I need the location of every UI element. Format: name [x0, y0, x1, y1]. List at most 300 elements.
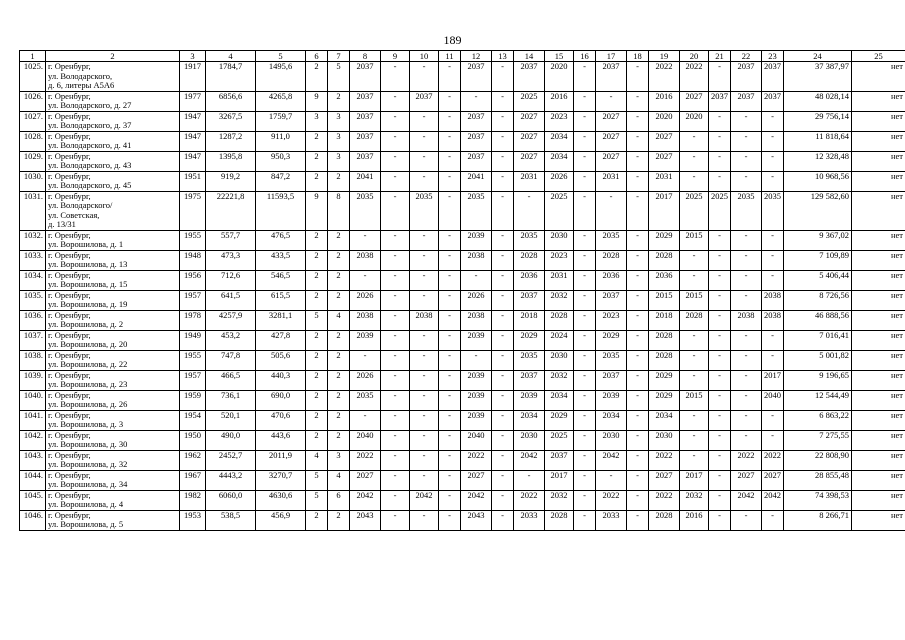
cell-c18: -: [627, 270, 649, 290]
cell-c10: 2038: [410, 310, 439, 330]
cell-c5: 615,5: [256, 290, 306, 310]
cell-c20: 2027: [680, 91, 709, 111]
cell-c25: нет: [852, 470, 905, 490]
cell-c16: -: [574, 91, 596, 111]
cell-c10: -: [410, 370, 439, 390]
cell-c3: 1953: [180, 510, 206, 530]
address-cell: [46, 131, 180, 151]
address-line: г. Оренбург,: [48, 131, 91, 141]
address-line: г. Оренбург,: [48, 91, 91, 101]
cell-c19: 2028: [649, 250, 680, 270]
cell-c15: 2032: [545, 370, 574, 390]
cell-c15: 2020: [545, 62, 574, 92]
row-number: 1030.: [20, 171, 46, 191]
address-line: ул. Ворошилова, д. 4: [48, 499, 124, 509]
address-line: г. Оренбург,: [48, 410, 91, 420]
cell-c13: -: [492, 91, 514, 111]
cell-c17: 2030: [596, 430, 627, 450]
cell-c13: -: [492, 350, 514, 370]
cell-c5: 4630,6: [256, 490, 306, 510]
column-number-20: 20: [680, 51, 709, 62]
cell-c3: 1947: [180, 151, 206, 171]
address-line: ул. Володарского, д. 27: [48, 100, 132, 110]
cell-c17: 2029: [596, 330, 627, 350]
column-number-2: 2: [46, 51, 180, 62]
cell-c8: 2037: [350, 131, 381, 151]
cell-c18: -: [627, 370, 649, 390]
cell-c25: нет: [852, 270, 905, 290]
cell-c6: 2: [306, 171, 328, 191]
cell-c13: -: [492, 151, 514, 171]
table-row: [20, 270, 905, 290]
cell-c8: -: [350, 270, 381, 290]
cell-c6: 2: [306, 151, 328, 171]
cell-c18: -: [627, 91, 649, 111]
cell-c4: 747,8: [206, 350, 256, 370]
address-line: ул. Володарского,: [48, 70, 113, 81]
cell-c21: 2025: [709, 191, 731, 230]
cell-c22: -: [731, 270, 762, 290]
cell-c11: -: [439, 370, 461, 390]
table-row: [20, 131, 905, 151]
cell-c22: -: [731, 510, 762, 530]
cell-c3: 1948: [180, 250, 206, 270]
cell-c15: 2034: [545, 131, 574, 151]
address-cell: [46, 490, 180, 510]
cell-c5: 3281,1: [256, 310, 306, 330]
cell-c21: -: [709, 330, 731, 350]
address-line: г. Оренбург,: [48, 250, 91, 260]
cell-c22: 2022: [731, 450, 762, 470]
cell-c19: 2016: [649, 91, 680, 111]
cell-c20: 2022: [680, 62, 709, 92]
cell-c14: 2025: [514, 91, 545, 111]
cell-c10: -: [410, 410, 439, 430]
cell-c21: -: [709, 131, 731, 151]
cell-c19: 2022: [649, 450, 680, 470]
cell-c5: 546,5: [256, 270, 306, 290]
cell-c21: -: [709, 370, 731, 390]
cell-c23: -: [762, 330, 784, 350]
address-line: ул. Ворошилова, д. 30: [48, 439, 128, 449]
cell-c6: 9: [306, 191, 328, 230]
cell-c12: 2039: [461, 330, 492, 350]
cell-c4: 3267,5: [206, 111, 256, 131]
cell-c16: -: [574, 310, 596, 330]
cell-c8: 2038: [350, 310, 381, 330]
address-line: ул. Ворошилова, д. 22: [48, 359, 128, 369]
cell-c25: нет: [852, 151, 905, 171]
cell-c9: -: [381, 111, 410, 131]
row-number: 1031.: [20, 191, 46, 230]
cell-c10: -: [410, 470, 439, 490]
cell-c7: 2: [328, 290, 350, 310]
table-body: [20, 51, 905, 531]
cell-c19: 2022: [649, 490, 680, 510]
cell-c22: -: [731, 410, 762, 430]
cell-c13: -: [492, 490, 514, 510]
cell-c3: 1955: [180, 350, 206, 370]
cell-c15: 2037: [545, 450, 574, 470]
cell-c18: -: [627, 310, 649, 330]
cell-c15: 2028: [545, 310, 574, 330]
address-cell: [46, 310, 180, 330]
cell-c20: 2015: [680, 390, 709, 410]
cell-c24: 37 387,97: [784, 62, 852, 92]
cell-c17: 2022: [596, 490, 627, 510]
cell-c9: -: [381, 191, 410, 230]
cell-c9: -: [381, 470, 410, 490]
cell-c5: 2011,9: [256, 450, 306, 470]
cell-c7: 2: [328, 390, 350, 410]
cell-c16: -: [574, 171, 596, 191]
cell-c23: -: [762, 131, 784, 151]
address-line: г. Оренбург,: [48, 61, 91, 71]
cell-c7: 6: [328, 490, 350, 510]
address-line: ул. Володарского, д. 43: [48, 160, 132, 170]
cell-c24: 129 582,60: [784, 191, 852, 230]
cell-c13: -: [492, 270, 514, 290]
address-line: г. Оренбург,: [48, 230, 91, 240]
cell-c17: 2035: [596, 350, 627, 370]
cell-c20: 2032: [680, 490, 709, 510]
cell-c8: 2037: [350, 91, 381, 111]
address-line: ул. Ворошилова, д. 32: [48, 459, 128, 469]
cell-c9: -: [381, 290, 410, 310]
cell-c13: -: [492, 191, 514, 230]
column-number-25: 25: [852, 51, 905, 62]
cell-c7: 4: [328, 470, 350, 490]
cell-c19: 2028: [649, 350, 680, 370]
cell-c21: -: [709, 111, 731, 131]
cell-c14: 2035: [514, 230, 545, 250]
cell-c14: 2027: [514, 131, 545, 151]
cell-c17: 2023: [596, 310, 627, 330]
table-row: [20, 111, 905, 131]
cell-c23: 2027: [762, 470, 784, 490]
cell-c18: -: [627, 151, 649, 171]
cell-c16: -: [574, 111, 596, 131]
row-number: 1039.: [20, 370, 46, 390]
cell-c11: -: [439, 290, 461, 310]
cell-c10: -: [410, 270, 439, 290]
cell-c15: 2030: [545, 350, 574, 370]
cell-c9: -: [381, 151, 410, 171]
cell-c23: 2022: [762, 450, 784, 470]
cell-c12: 2041: [461, 171, 492, 191]
cell-c24: 74 398,53: [784, 490, 852, 510]
cell-c6: 2: [306, 230, 328, 250]
cell-c4: 22221,8: [206, 191, 256, 230]
cell-c9: -: [381, 310, 410, 330]
cell-c7: 2: [328, 330, 350, 350]
address-line: ул. Ворошилова, д. 3: [48, 419, 124, 429]
row-number: 1045.: [20, 490, 46, 510]
cell-c11: -: [439, 310, 461, 330]
cell-c4: 538,5: [206, 510, 256, 530]
cell-c23: -: [762, 410, 784, 430]
column-number-14: 14: [514, 51, 545, 62]
address-cell: [46, 171, 180, 191]
cell-c18: -: [627, 510, 649, 530]
cell-c6: 5: [306, 490, 328, 510]
row-number: 1026.: [20, 91, 46, 111]
address-cell: [46, 410, 180, 430]
cell-c10: -: [410, 131, 439, 151]
cell-c4: 6856,6: [206, 91, 256, 111]
cell-c7: 2: [328, 350, 350, 370]
table-row: [20, 510, 905, 530]
table-row: [20, 250, 905, 270]
cell-c18: -: [627, 230, 649, 250]
cell-c25: нет: [852, 191, 905, 230]
cell-c19: 2020: [649, 111, 680, 131]
cell-c20: 2015: [680, 230, 709, 250]
cell-c14: 2027: [514, 151, 545, 171]
cell-c16: -: [574, 510, 596, 530]
cell-c3: 1955: [180, 230, 206, 250]
address-line: г. Оренбург,: [48, 270, 91, 280]
row-number: 1035.: [20, 290, 46, 310]
cell-c25: нет: [852, 350, 905, 370]
cell-c12: 2037: [461, 111, 492, 131]
column-number-22: 22: [731, 51, 762, 62]
cell-c16: -: [574, 490, 596, 510]
cell-c14: 2027: [514, 111, 545, 131]
cell-c17: 2042: [596, 450, 627, 470]
address-line: ул. Володарского/: [48, 200, 113, 210]
cell-c20: -: [680, 250, 709, 270]
cell-c21: -: [709, 390, 731, 410]
cell-c19: 2028: [649, 510, 680, 530]
cell-c11: -: [439, 171, 461, 191]
row-number: 1038.: [20, 350, 46, 370]
cell-c25: нет: [852, 230, 905, 250]
cell-c10: -: [410, 111, 439, 131]
cell-c19: 2018: [649, 310, 680, 330]
cell-c8: -: [350, 410, 381, 430]
cell-c25: нет: [852, 450, 905, 470]
cell-c22: 2037: [731, 91, 762, 111]
cell-c17: -: [596, 91, 627, 111]
column-number-18: 18: [627, 51, 649, 62]
cell-c22: 2038: [731, 310, 762, 330]
cell-c12: 2027: [461, 470, 492, 490]
cell-c20: -: [680, 430, 709, 450]
cell-c21: -: [709, 510, 731, 530]
cell-c23: -: [762, 430, 784, 450]
cell-c5: 690,0: [256, 390, 306, 410]
cell-c11: -: [439, 131, 461, 151]
cell-c19: 2017: [649, 191, 680, 230]
table-row: [20, 151, 905, 171]
cell-c7: 3: [328, 111, 350, 131]
cell-c8: 2041: [350, 171, 381, 191]
cell-c13: -: [492, 62, 514, 92]
cell-c20: 2025: [680, 191, 709, 230]
cell-c19: 2015: [649, 290, 680, 310]
cell-c21: -: [709, 450, 731, 470]
cell-c7: 3: [328, 450, 350, 470]
cell-c11: -: [439, 250, 461, 270]
cell-c19: 2027: [649, 470, 680, 490]
cell-c21: -: [709, 310, 731, 330]
column-number-19: 19: [649, 51, 680, 62]
table-row: [20, 390, 905, 410]
table-row: [20, 370, 905, 390]
cell-c23: 2042: [762, 490, 784, 510]
cell-c20: -: [680, 270, 709, 290]
address-line: г. Оренбург,: [48, 430, 91, 440]
address-line: ул. Ворошилова, д. 26: [48, 399, 128, 409]
table-row: [20, 330, 905, 350]
cell-c13: -: [492, 450, 514, 470]
address-cell: [46, 111, 180, 131]
cell-c12: 2043: [461, 510, 492, 530]
cell-c13: -: [492, 171, 514, 191]
cell-c12: 2039: [461, 370, 492, 390]
cell-c5: 443,6: [256, 430, 306, 450]
cell-c5: 433,5: [256, 250, 306, 270]
cell-c24: 12 544,49: [784, 390, 852, 410]
cell-c24: 6 863,22: [784, 410, 852, 430]
cell-c10: -: [410, 250, 439, 270]
cell-c10: -: [410, 151, 439, 171]
cell-c18: -: [627, 490, 649, 510]
address-line: г. Оренбург,: [48, 370, 91, 380]
cell-c4: 712,6: [206, 270, 256, 290]
cell-c8: 2035: [350, 191, 381, 230]
cell-c15: 2025: [545, 430, 574, 450]
cell-c5: 1495,6: [256, 62, 306, 92]
cell-c23: 2038: [762, 310, 784, 330]
column-number-6: 6: [306, 51, 328, 62]
address-cell: [46, 230, 180, 250]
cell-c15: 2031: [545, 270, 574, 290]
cell-c13: -: [492, 310, 514, 330]
cell-c13: -: [492, 250, 514, 270]
cell-c14: -: [514, 191, 545, 230]
cell-c12: 2039: [461, 390, 492, 410]
cell-c18: -: [627, 470, 649, 490]
column-number-12: 12: [461, 51, 492, 62]
cell-c21: -: [709, 270, 731, 290]
cell-c18: -: [627, 290, 649, 310]
table-row: [20, 430, 905, 450]
address-line: г. Оренбург,: [48, 171, 91, 181]
cell-c14: 2033: [514, 510, 545, 530]
cell-c13: -: [492, 430, 514, 450]
row-number: 1046.: [20, 510, 46, 530]
cell-c23: -: [762, 230, 784, 250]
cell-c9: -: [381, 370, 410, 390]
column-number-5: 5: [256, 51, 306, 62]
cell-c4: 557,7: [206, 230, 256, 250]
cell-c25: нет: [852, 430, 905, 450]
cell-c25: нет: [852, 410, 905, 430]
cell-c11: -: [439, 91, 461, 111]
address-line: г. Оренбург,: [48, 330, 91, 340]
cell-c9: -: [381, 390, 410, 410]
cell-c6: 4: [306, 450, 328, 470]
table-row: [20, 230, 905, 250]
cell-c9: -: [381, 330, 410, 350]
cell-c4: 4443,2: [206, 470, 256, 490]
cell-c14: 2036: [514, 270, 545, 290]
cell-c25: нет: [852, 370, 905, 390]
cell-c14: 2030: [514, 430, 545, 450]
column-number-7: 7: [328, 51, 350, 62]
cell-c11: -: [439, 270, 461, 290]
cell-c23: 2035: [762, 191, 784, 230]
address-line: г. Оренбург,: [48, 290, 91, 300]
address-line: г. Оренбург,: [48, 450, 91, 460]
cell-c7: 2: [328, 370, 350, 390]
cell-c25: нет: [852, 131, 905, 151]
cell-c16: -: [574, 151, 596, 171]
cell-c22: -: [731, 230, 762, 250]
cell-c23: 2037: [762, 62, 784, 92]
cell-c6: 2: [306, 250, 328, 270]
cell-c24: 9 196,65: [784, 370, 852, 390]
cell-c24: 8 266,71: [784, 510, 852, 530]
cell-c24: 11 818,64: [784, 131, 852, 151]
cell-c4: 2452,7: [206, 450, 256, 470]
cell-c5: 911,0: [256, 131, 306, 151]
cell-c14: 2028: [514, 250, 545, 270]
address-line: ул. Ворошилова, д. 23: [48, 379, 128, 389]
cell-c3: 1977: [180, 91, 206, 111]
cell-c9: -: [381, 131, 410, 151]
row-number: 1029.: [20, 151, 46, 171]
column-number-15: 15: [545, 51, 574, 62]
address-cell: [46, 151, 180, 171]
cell-c19: 2028: [649, 330, 680, 350]
table-row: [20, 310, 905, 330]
cell-c4: 641,5: [206, 290, 256, 310]
cell-c24: 5 406,44: [784, 270, 852, 290]
cell-c10: -: [410, 290, 439, 310]
cell-c6: 5: [306, 470, 328, 490]
column-number-13: 13: [492, 51, 514, 62]
cell-c14: 2031: [514, 171, 545, 191]
cell-c10: -: [410, 62, 439, 92]
address-cell: [46, 270, 180, 290]
address-cell: [46, 290, 180, 310]
cell-c9: -: [381, 171, 410, 191]
housing-repair-table: [19, 50, 905, 531]
cell-c11: -: [439, 350, 461, 370]
address-cell: [46, 390, 180, 410]
cell-c20: -: [680, 370, 709, 390]
cell-c12: 2037: [461, 62, 492, 92]
cell-c17: 2036: [596, 270, 627, 290]
cell-c9: -: [381, 430, 410, 450]
cell-c6: 2: [306, 270, 328, 290]
row-number: 1032.: [20, 230, 46, 250]
cell-c13: -: [492, 410, 514, 430]
cell-c22: -: [731, 390, 762, 410]
cell-c12: 2038: [461, 310, 492, 330]
column-number-21: 21: [709, 51, 731, 62]
cell-c12: 2022: [461, 450, 492, 470]
row-number: 1033.: [20, 250, 46, 270]
cell-c11: -: [439, 390, 461, 410]
cell-c11: -: [439, 330, 461, 350]
cell-c23: -: [762, 111, 784, 131]
address-line: ул. Советская,: [48, 209, 100, 220]
cell-c7: 2: [328, 270, 350, 290]
